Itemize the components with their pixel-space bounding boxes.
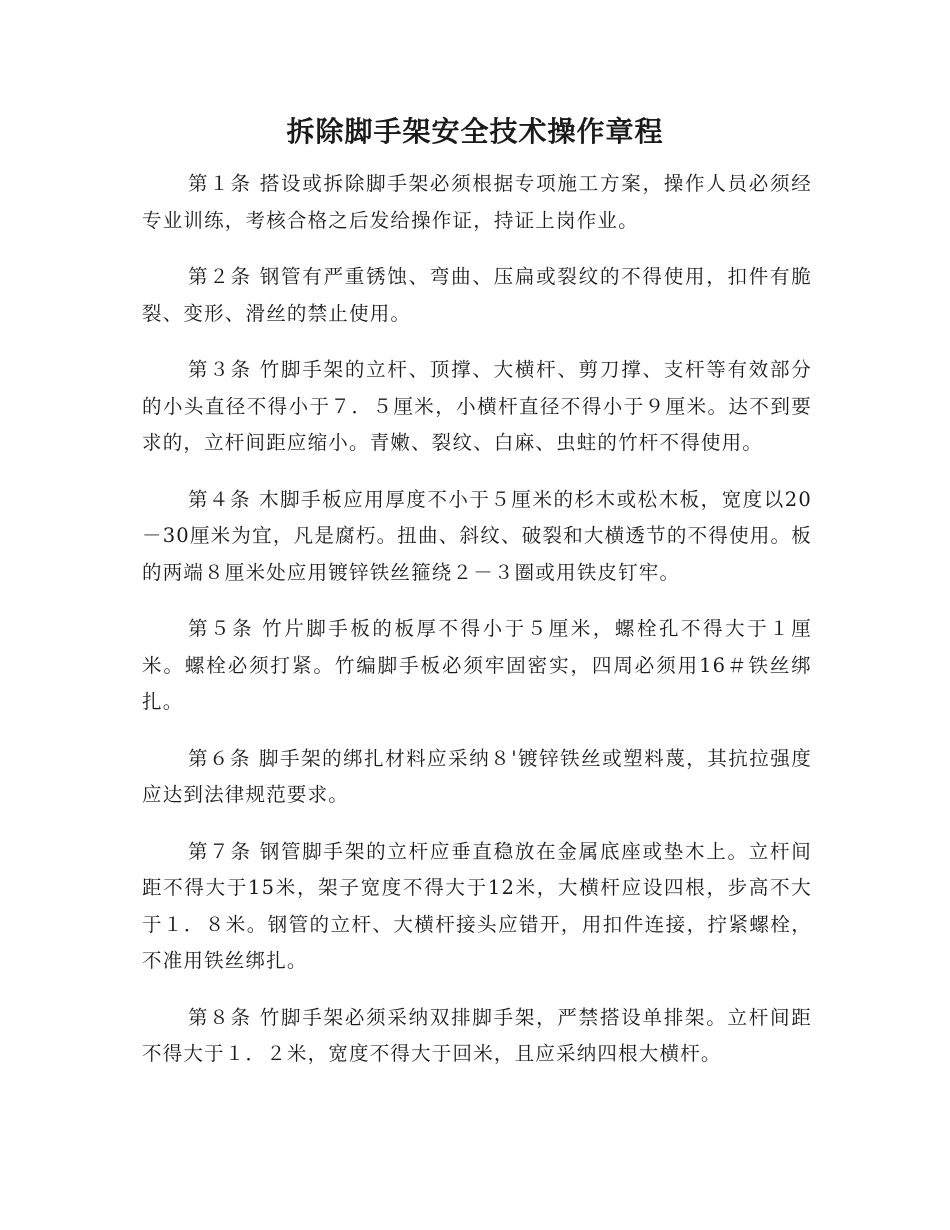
- article-text: 搭设或拆除脚手架必须根据专项施工方案，操作人员必须经专业训练，考核合格之后发给操作证，持证上岗作业。: [142, 172, 812, 232]
- article-number: 第４条: [188, 487, 252, 511]
- article-text: 竹片脚手板的板厚不得小于５厘米，螺栓孔不得大于１厘米。螺栓必须打紧。竹编脚手板必须牢固密实，四周必须用16＃铁丝绑扎。: [142, 617, 812, 713]
- article-1: [142, 166, 812, 239]
- article-number: 第８条: [188, 1005, 252, 1029]
- article-text: 竹脚手架必须采纳双排脚手架，严禁搭设单排架。立杆间距不得大于１．２米，宽度不得大于回米，且应采纳四根大横杆。: [142, 1005, 812, 1065]
- article-number: 第１条: [188, 172, 252, 195]
- article-text: 钢管脚手架的立杆应垂直稳放在金属底座或垫木上。立杆间距不得大于15米，架子宽度不得大于12米，大横杆应设四根，步高不大于１．８米。钢管的立杆、大横杆接头应错开，用扣件连接，拧紧螺栓，不准用铁丝绑扎。: [142, 839, 812, 972]
- article-number: 第７条: [188, 839, 252, 863]
- article-number: 第２条: [188, 265, 252, 288]
- article-text: 竹脚手架的立杆、顶撑、大横杆、剪刀撑、支杆等有效部分的小头直径不得小于７．５厘米，小横杆直径不得小于９厘米。达不到要求的，立杆间距应缩小。青嫩、裂纹、白麻、虫蛀的竹杆不得使用。: [142, 358, 812, 454]
- document-title: 拆除脚手架安全技术操作章程: [286, 115, 664, 148]
- article-3: [142, 352, 812, 462]
- article-2: [142, 259, 812, 332]
- article-text: 钢管有严重锈蚀、弯曲、压扁或裂纹的不得使用，扣件有脆裂、变形、滑丝的禁止使用。: [142, 265, 812, 325]
- article-number: 第６条: [188, 746, 252, 770]
- document-body: [142, 166, 812, 1093]
- article-number: 第５条: [188, 617, 255, 640]
- article-6: [142, 741, 812, 814]
- article-number: 第３条: [188, 358, 252, 381]
- article-text: 木脚手板应用厚度不小于５厘米的杉木或松木板，宽度以20－30厘米为宜，凡是腐朽。扭曲、斜纹、破裂和大横透节的不得使用。板的两端８厘米处应用镀锌铁丝箍绕２－３圈或用铁皮钉牢。: [142, 487, 812, 584]
- article-4: [142, 482, 812, 592]
- article-5: [142, 611, 812, 721]
- article-text: 脚手架的绑扎材料应采纳８'镀锌铁丝或塑料蔑，其抗拉强度应达到法律规范要求。: [142, 746, 812, 806]
- article-7: [142, 834, 812, 980]
- article-8: [142, 1000, 812, 1073]
